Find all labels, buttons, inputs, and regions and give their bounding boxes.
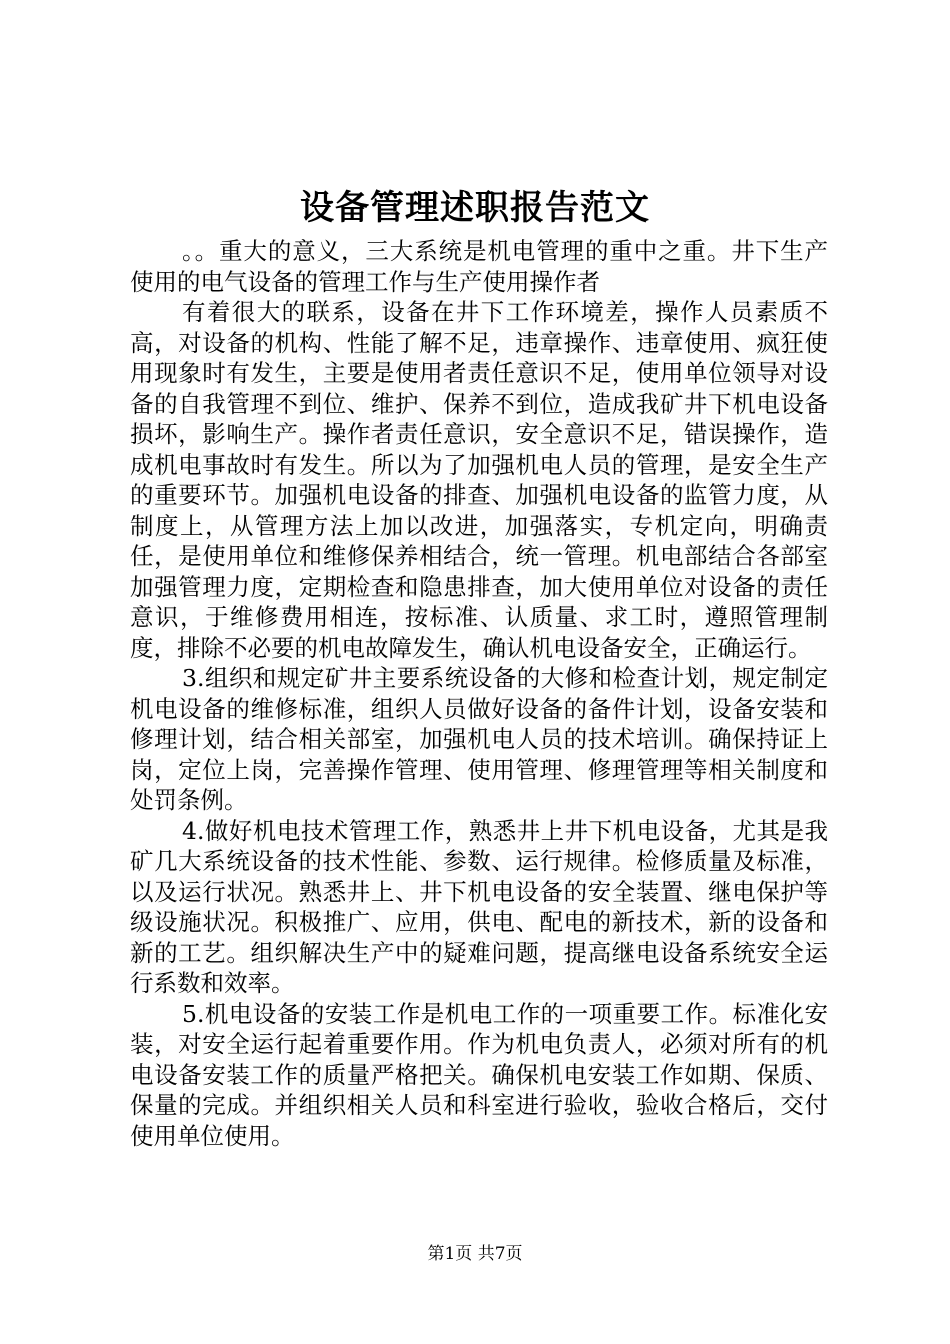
document-title: 设备管理述职报告范文 (300, 188, 650, 228)
paragraph-item-4: 4.做好机电技术管理工作，熟悉井上井下机电设备，尤其是我矿几大系统设备的技术性能、参数、运行规律。检修质量及标准，以及运行状况。熟悉井上、井下机电设备的安全装置、继电保护等级设施状况。积极推广、应用，供电、配电的新技术，新的设备和新的工艺。组织解决生产中的疑难问题，提高继电设备系统安全运行系数和效率。 (130, 816, 828, 997)
paragraph-management: 有着很大的联系，设备在井下工作环境差，操作人员素质不高，对设备的机构、性能了解不足，违章操作、违章使用、疯狂使用现象时有发生，主要是使用者责任意识不足，使用单位领导对设备的自我管理不到位、维护、保养不到位，造成我矿井下机电设备损坏，影响生产。操作者责任意识，安全意识不足，错误操作，造成机电事故时有发生。所以为了加强机电人员的管理，是安全生产的重要环节。加强机电设备的排查、加强机电设备的监管力度，从制度上，从管理方法上加以改进，加强落实，专机定向，明确责任，是使用单位和维修保养相结合，统一管理。机电部结合各部室加强管理力度，定期检查和隐患排查，加大使用单位对设备的责任意识，于维修费用相连，按标准、认质量、求工时，遵照管理制度，排除不必要的机电故障发生，确认机电设备安全，正确运行。 (130, 298, 828, 662)
paragraph-intro: 。。重大的意义，三大系统是机电管理的重中之重。井下生产使用的电气设备的管理工作与生产使用操作者 (130, 237, 828, 296)
paragraph-item-5: 5.机电设备的安装工作是机电工作的一项重要工作。标准化安装，对安全运行起着重要作用。作为机电负责人，必须对所有的机电设备安装工作的质量严格把关。确保机电安装工作如期、保质、保量的完成。并组织相关人员和科室进行验收，验收合格后，交付使用单位使用。 (130, 999, 828, 1150)
paragraph-item-3: 3.组织和规定矿井主要系统设备的大修和检查计划，规定制定机电设备的维修标准，组织人员做好设备的备件计划，设备安装和修理计划，结合相关部室，加强机电人员的技术培训。确保持证上岗，定位上岗，完善操作管理、使用管理、修理管理等相关制度和处罚条例。 (130, 664, 828, 814)
document-body (130, 236, 828, 1151)
page-footer: 第1页 共7页 (427, 1244, 523, 1264)
